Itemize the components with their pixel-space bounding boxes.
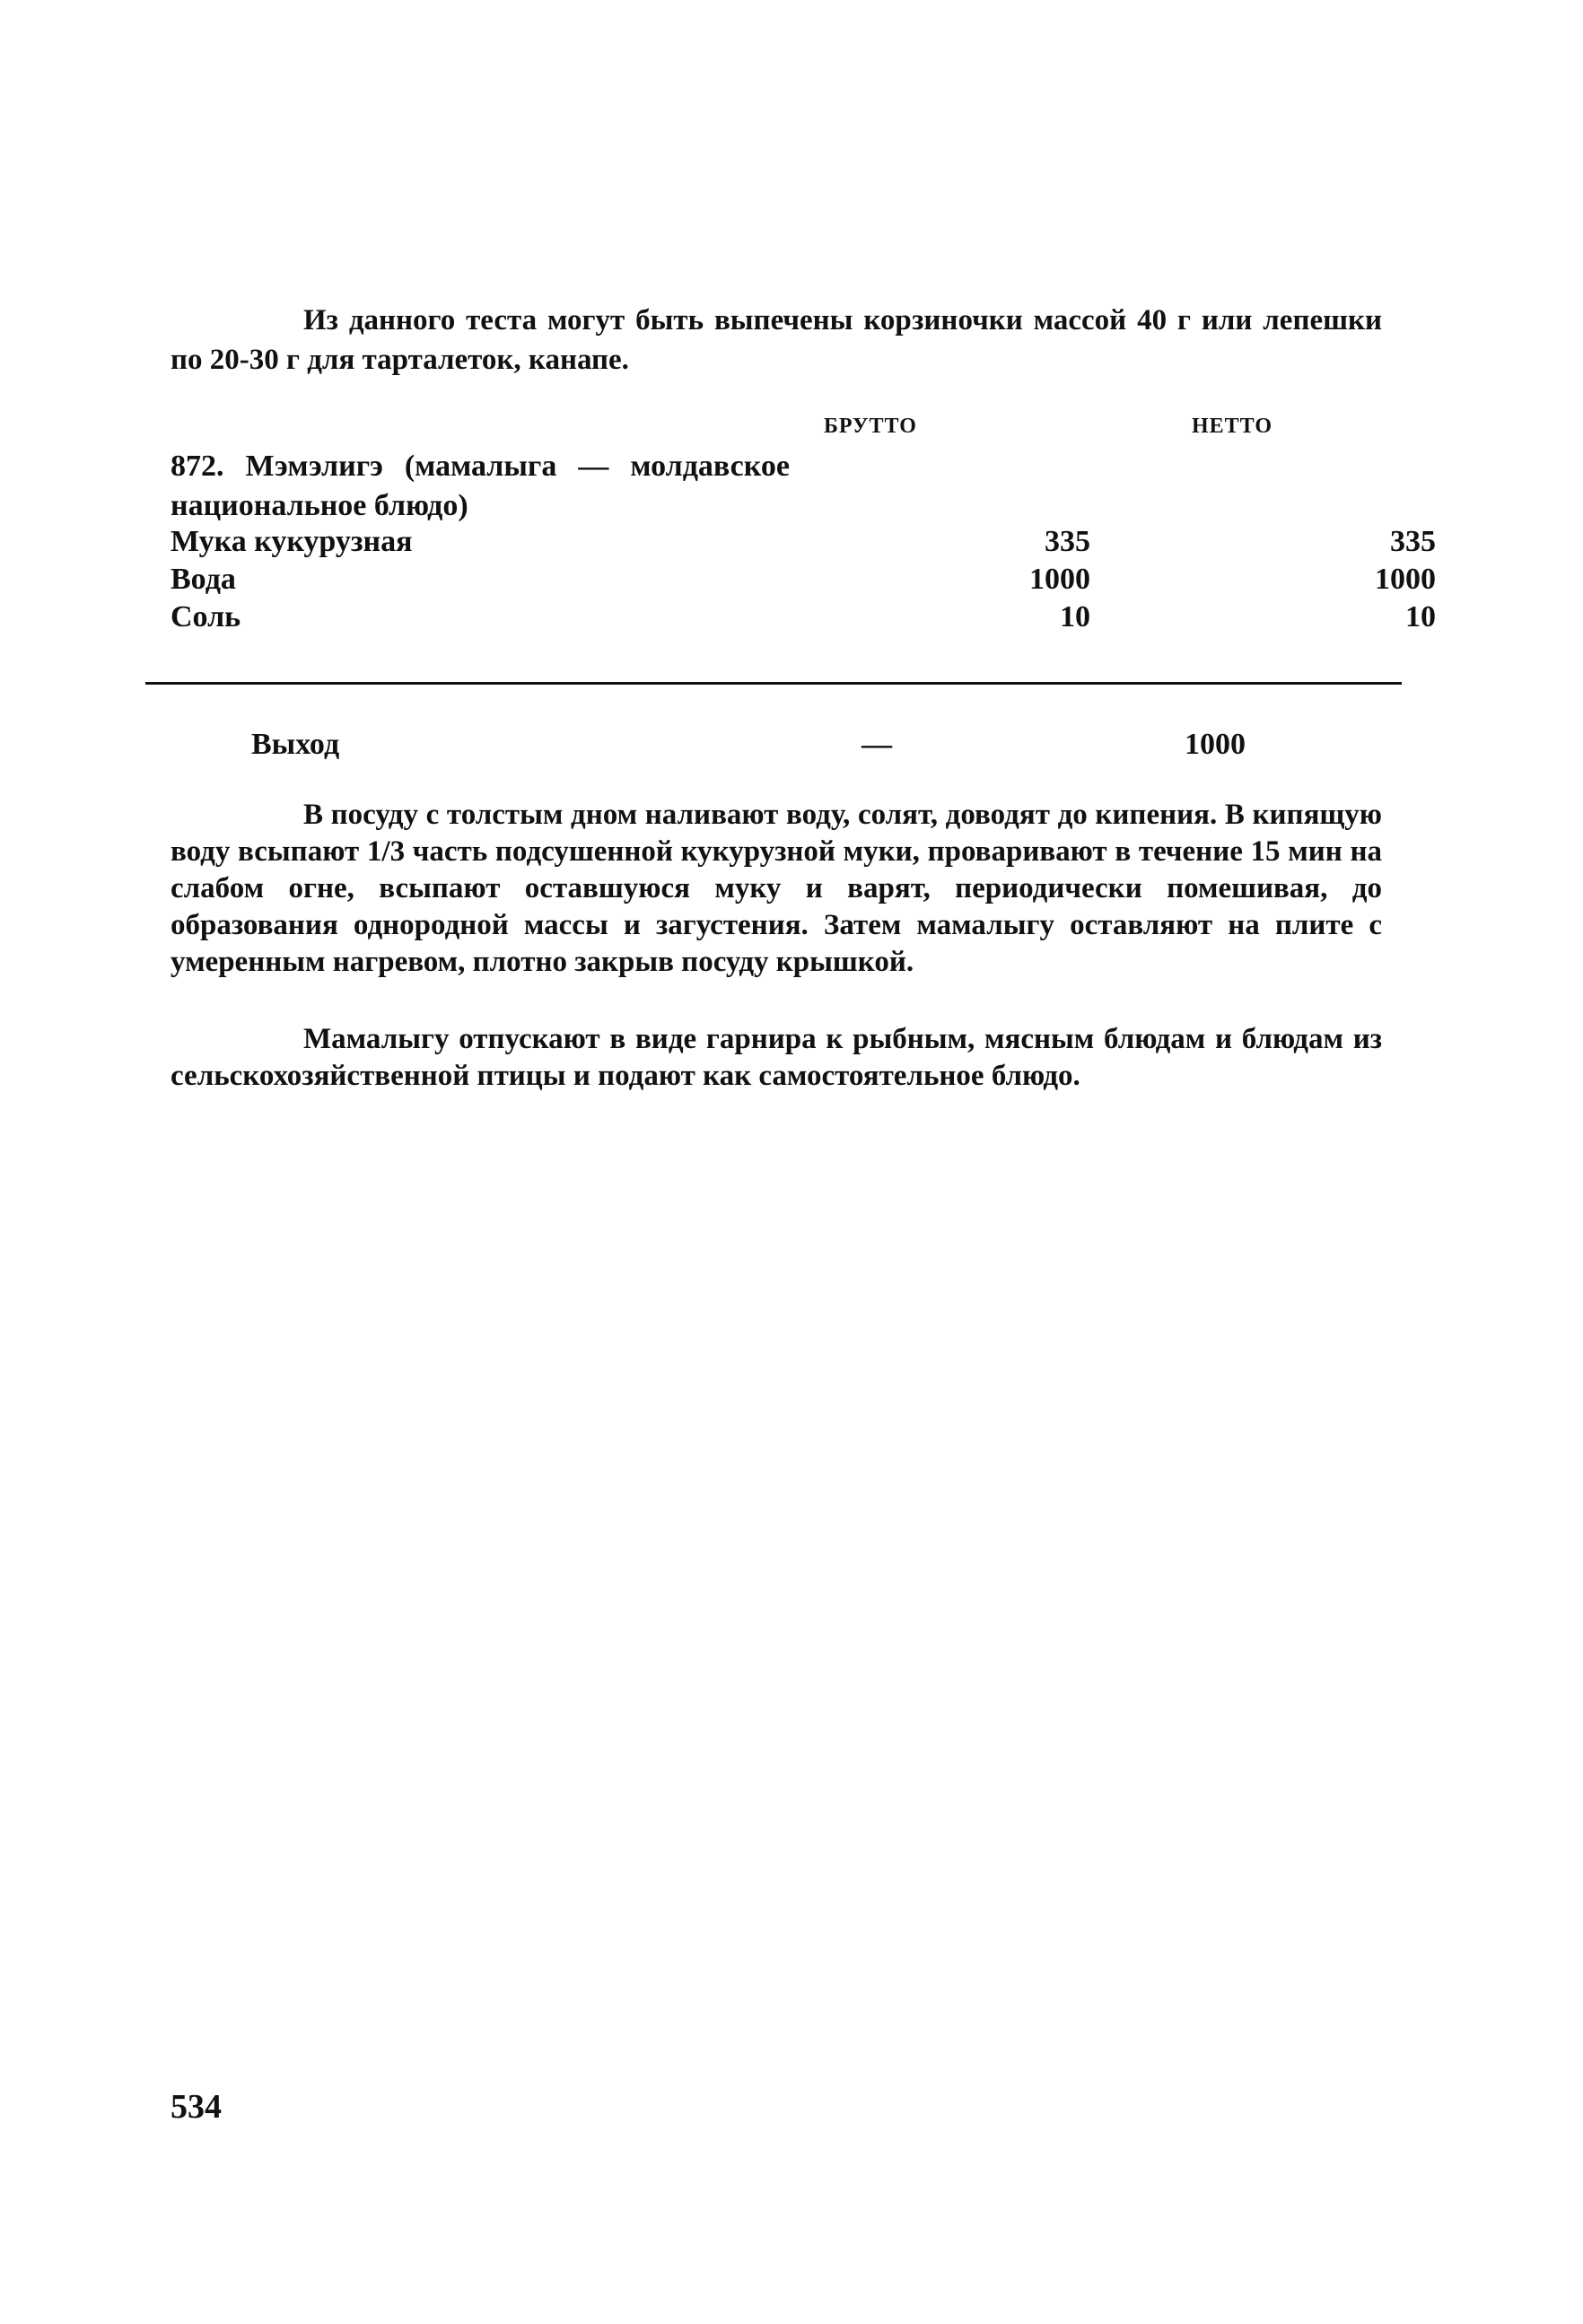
method-paragraph: В посуду с толстым дном наливают воду, солят, доводят до кипения. В кипящую воду всыпают 1/3 часть подсушенной кукурузной муки, проваривают в течение 15 мин на слабом огне, всыпают оставшуюся муку и варят, периодически помешивая, до образования однородной массы и загустения. Затем мамалыгу оставляют на плите с умеренным нагревом, плотно закрыв посуду крышкой. bbox=[171, 799, 1382, 978]
yield-row bbox=[251, 725, 1265, 764]
ingredient-netto: 10 bbox=[1405, 600, 1436, 633]
ingredient-name: Соль bbox=[171, 600, 241, 633]
ingredient-brutto: 10 bbox=[1060, 600, 1090, 633]
ingredient-netto: 1000 bbox=[1375, 563, 1436, 596]
page-number: 534 bbox=[171, 2088, 222, 2126]
ingredient-name: Вода bbox=[171, 563, 236, 596]
ingredient-brutto: 335 bbox=[1045, 525, 1090, 558]
ingredient-netto: 335 bbox=[1390, 525, 1436, 558]
yield-netto: 1000 bbox=[1185, 728, 1246, 761]
ingredient-brutto: 1000 bbox=[1029, 563, 1090, 596]
yield-label: Выход bbox=[251, 728, 340, 761]
ingredient-row bbox=[171, 598, 1436, 636]
serving-paragraph: Мамалыгу отпускают в виде гарнира к рыбным, мясным блюдам и блюдам из сельскохозяйственной птицы и подают как самостоятельное блюдо. bbox=[171, 1023, 1382, 1092]
column-header-netto: НЕТТО bbox=[1192, 415, 1273, 438]
table-divider bbox=[145, 682, 1402, 685]
intro-paragraph: Из данного теста могут быть выпечены корзиночки массой 40 г или лепешки по 20-30 г для тарталеток, канапе. bbox=[171, 304, 1382, 376]
ingredient-name: Мука кукурузная bbox=[171, 525, 413, 558]
ingredient-row bbox=[171, 561, 1436, 598]
recipe-title: 872. Мэмэлигэ (мамалыга — молдавское национальное блюдо) bbox=[171, 450, 790, 522]
ingredient-row bbox=[171, 523, 1436, 561]
column-header-brutto: БРУТТО bbox=[824, 415, 917, 438]
yield-brutto: — bbox=[861, 728, 892, 761]
